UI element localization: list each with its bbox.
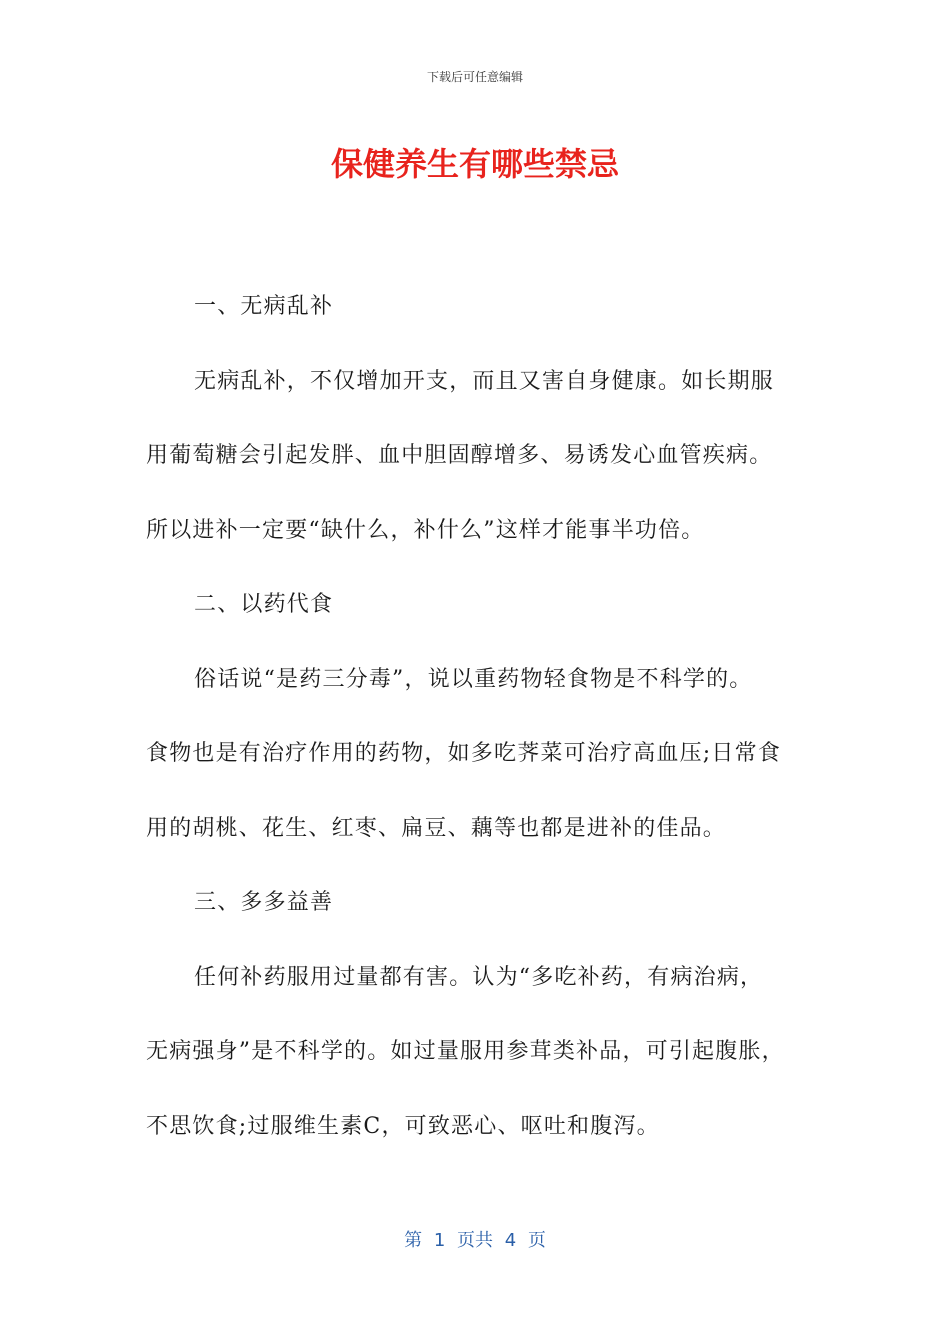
- paragraph-line: 食物也是有治疗作用的药物，如多吃荠菜可治疗高血压;日常食: [146, 741, 782, 766]
- paragraph-line: 不思饮食;过服维生素C，可致恶心、呕吐和腹泻。: [146, 1113, 660, 1139]
- page-number-footer: [0, 1226, 950, 1252]
- section-heading: 一、无病乱补: [194, 294, 334, 319]
- document-title: 保健养生有哪些禁忌: [330, 145, 619, 183]
- page-label-suffix: 页: [527, 1230, 546, 1251]
- paragraph-line: 俗话说“是药三分毒”，说以重药物轻食物是不科学的。: [194, 666, 753, 692]
- paragraph-line: 用的胡桃、花生、红枣、扁豆、藕等也都是进补的佳品。: [146, 815, 727, 841]
- section-heading: 三、多多益善: [194, 890, 334, 915]
- paragraph-line: 用葡萄糖会引起发胖、血中胆固醇增多、易诱发心血管疾病。: [146, 443, 773, 468]
- header-note: 下载后可任意编辑: [426, 70, 523, 84]
- paragraph-line: 无病强身”是不科学的。如过量服用参茸类补品，可引起腹胀，: [146, 1039, 785, 1064]
- paragraph-line: 任何补药服用过量都有害。认为“多吃补药，有病治病，: [194, 964, 764, 990]
- page-label-prefix: 第: [404, 1230, 423, 1251]
- document-body: [146, 270, 806, 1164]
- current-page-number: 1: [433, 1230, 446, 1251]
- page-label-mid: 页共: [457, 1230, 493, 1251]
- total-pages-number: 4: [504, 1230, 517, 1251]
- paragraph-line: 所以进补一定要“缺什么，补什么”这样才能事半功倍。: [146, 517, 705, 543]
- section-heading: 二、以药代食: [194, 592, 334, 617]
- paragraph-line: 无病乱补，不仅增加开支，而且又害自身健康。如长期服: [194, 368, 775, 394]
